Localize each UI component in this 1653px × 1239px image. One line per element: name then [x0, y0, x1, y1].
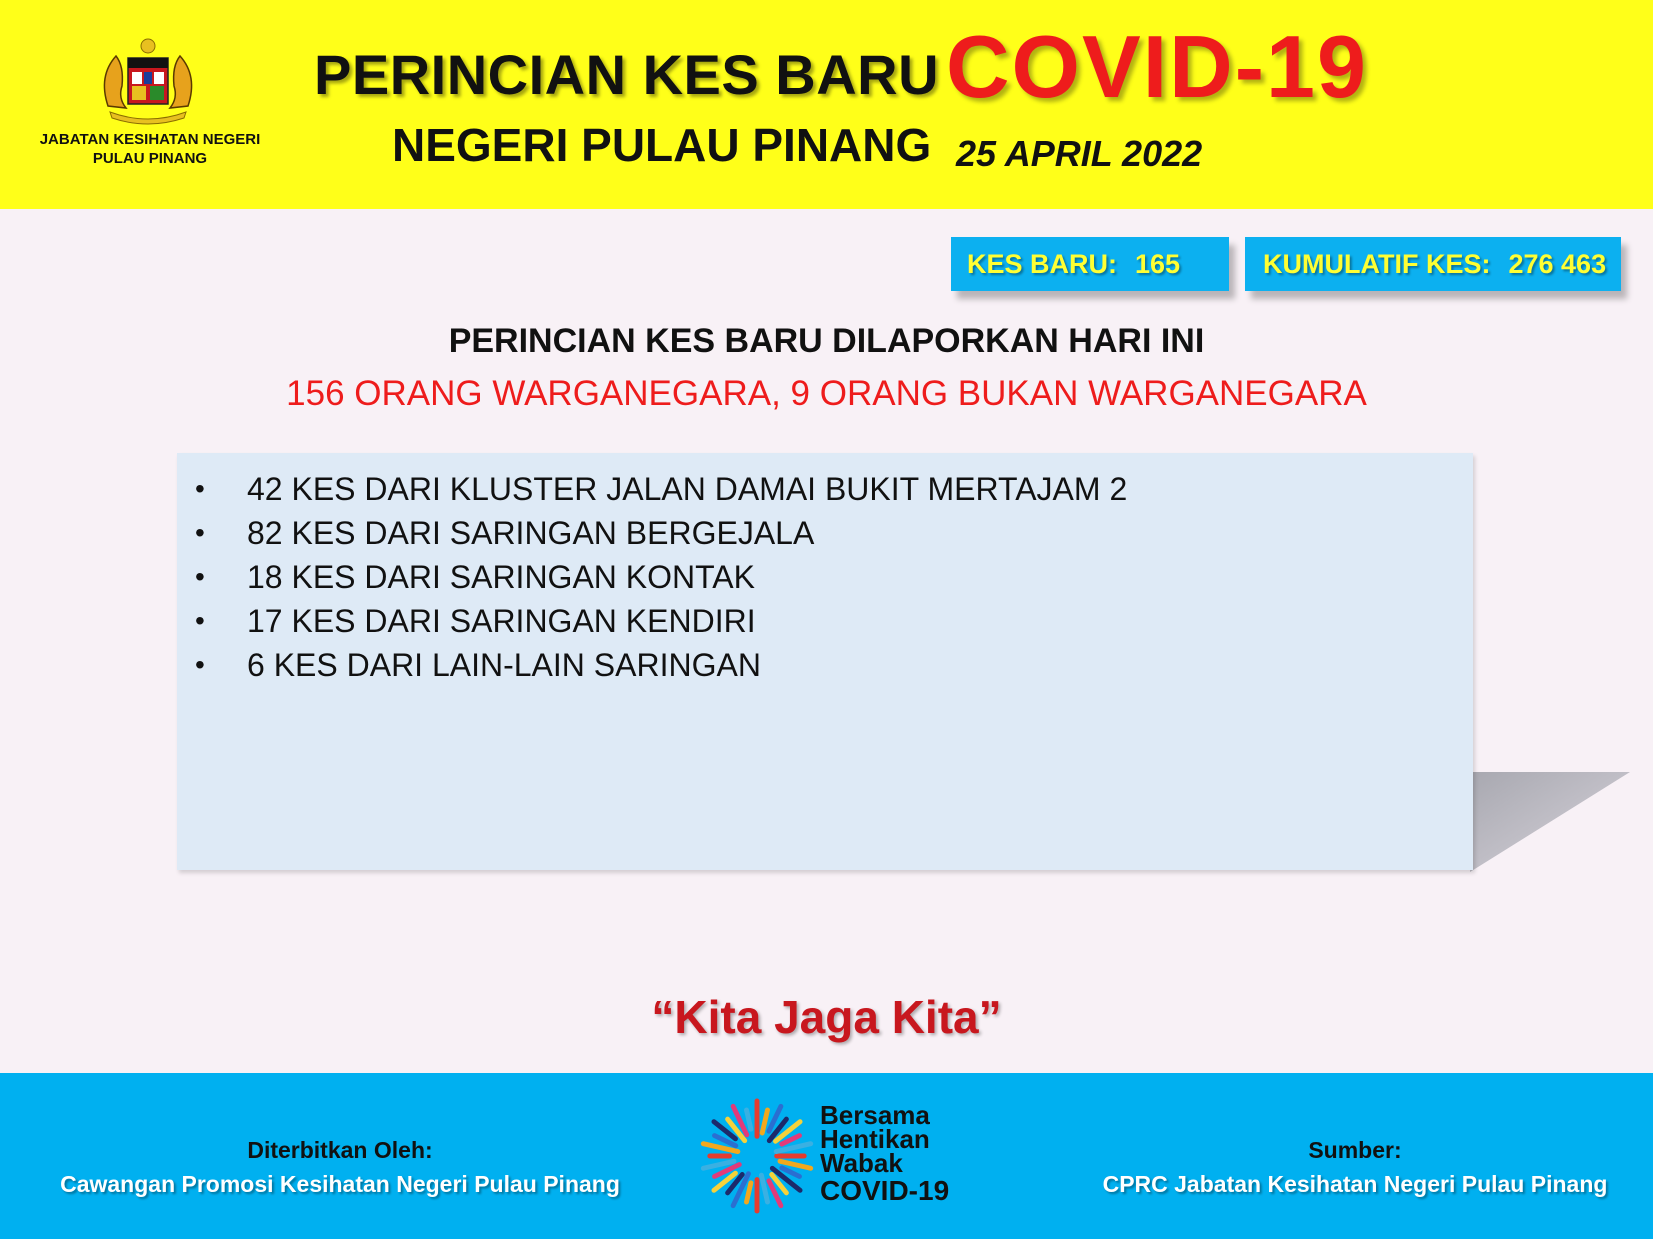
section-title: PERINCIAN KES BARU DILAPORKAN HARI INI — [448, 322, 1205, 360]
cumulative-label: KUMULATIF KES: — [1263, 249, 1491, 279]
list-item — [177, 555, 1473, 599]
source-value: CPRC Jabatan Kesihatan Negeri Pulau Pinang — [1102, 1171, 1608, 1197]
bullet-icon: • — [195, 473, 205, 504]
logo-line-3: Wabak — [820, 1148, 903, 1178]
source-info — [1090, 1133, 1620, 1201]
page-subtitle: NEGERI PULAU PINANG — [392, 119, 932, 171]
burst-ray — [762, 1110, 767, 1133]
new-cases-label: KES BARU: — [967, 249, 1118, 279]
cumulative-value: 276 463 — [1508, 249, 1607, 279]
agency-line-1: JABATAN KESIHATAN NEGERI — [39, 131, 261, 148]
burst-ray — [761, 1175, 767, 1202]
slogan: “Kita Jaga Kita” — [651, 991, 1002, 1043]
new-cases-badge — [951, 237, 1229, 291]
bullet-icon: • — [195, 649, 205, 680]
footer — [0, 1073, 1653, 1239]
report-date: 25 APRIL 2022 — [956, 133, 1203, 174]
list-item-text: 82 KES DARI SARINGAN BERGEJALA — [247, 515, 815, 551]
list-item — [177, 599, 1473, 643]
list-item — [177, 643, 1473, 687]
new-cases-value: 165 — [1135, 249, 1181, 279]
panel-shadow-decoration — [1470, 772, 1630, 872]
case-details-panel — [177, 453, 1473, 870]
malaysia-coat-of-arms-icon — [88, 36, 208, 126]
list-item — [177, 511, 1473, 555]
title-highlight: COVID-19 — [946, 17, 1368, 116]
agency-name — [20, 130, 280, 168]
bullet-icon: • — [195, 561, 205, 592]
bullet-icon: • — [195, 517, 205, 548]
burst-ray — [746, 1110, 750, 1129]
burst-ray — [746, 1183, 750, 1202]
publisher-value: Cawangan Promosi Kesihatan Negeri Pulau Pinang — [60, 1171, 620, 1197]
list-item-text: 42 KES DARI KLUSTER JALAN DAMAI BUKIT MERTAJAM 2 — [247, 471, 1128, 507]
campaign-logo-text — [820, 1100, 950, 1207]
list-item-text: 17 KES DARI SARINGAN KENDIRI — [247, 603, 756, 639]
case-details-list — [177, 453, 1473, 687]
header-banner — [0, 0, 1653, 209]
source-label: Sumber: — [1308, 1137, 1402, 1163]
bullet-icon: • — [195, 605, 205, 636]
logo-line-2: Hentikan — [820, 1124, 930, 1154]
list-item-text: 6 KES DARI LAIN-LAIN SARINGAN — [247, 647, 761, 683]
campaign-burst-logo-icon — [698, 1097, 816, 1215]
logo-line-4: COVID-19 — [820, 1175, 950, 1206]
section-subtitle: 156 ORANG WARGANEGARA, 9 ORANG BUKAN WARGANEGARA — [286, 374, 1367, 413]
publisher-info — [40, 1133, 640, 1201]
list-item — [177, 467, 1473, 511]
agency-line-2: PULAU PINANG — [92, 150, 208, 167]
list-item-text: 18 KES DARI SARINGAN KONTAK — [247, 559, 755, 595]
logo-line-1: Bersama — [820, 1100, 930, 1130]
publisher-label: Diterbitkan Oleh: — [247, 1137, 433, 1163]
cumulative-cases-badge — [1245, 237, 1621, 291]
page-title: PERINCIAN KES BARU — [314, 43, 940, 106]
